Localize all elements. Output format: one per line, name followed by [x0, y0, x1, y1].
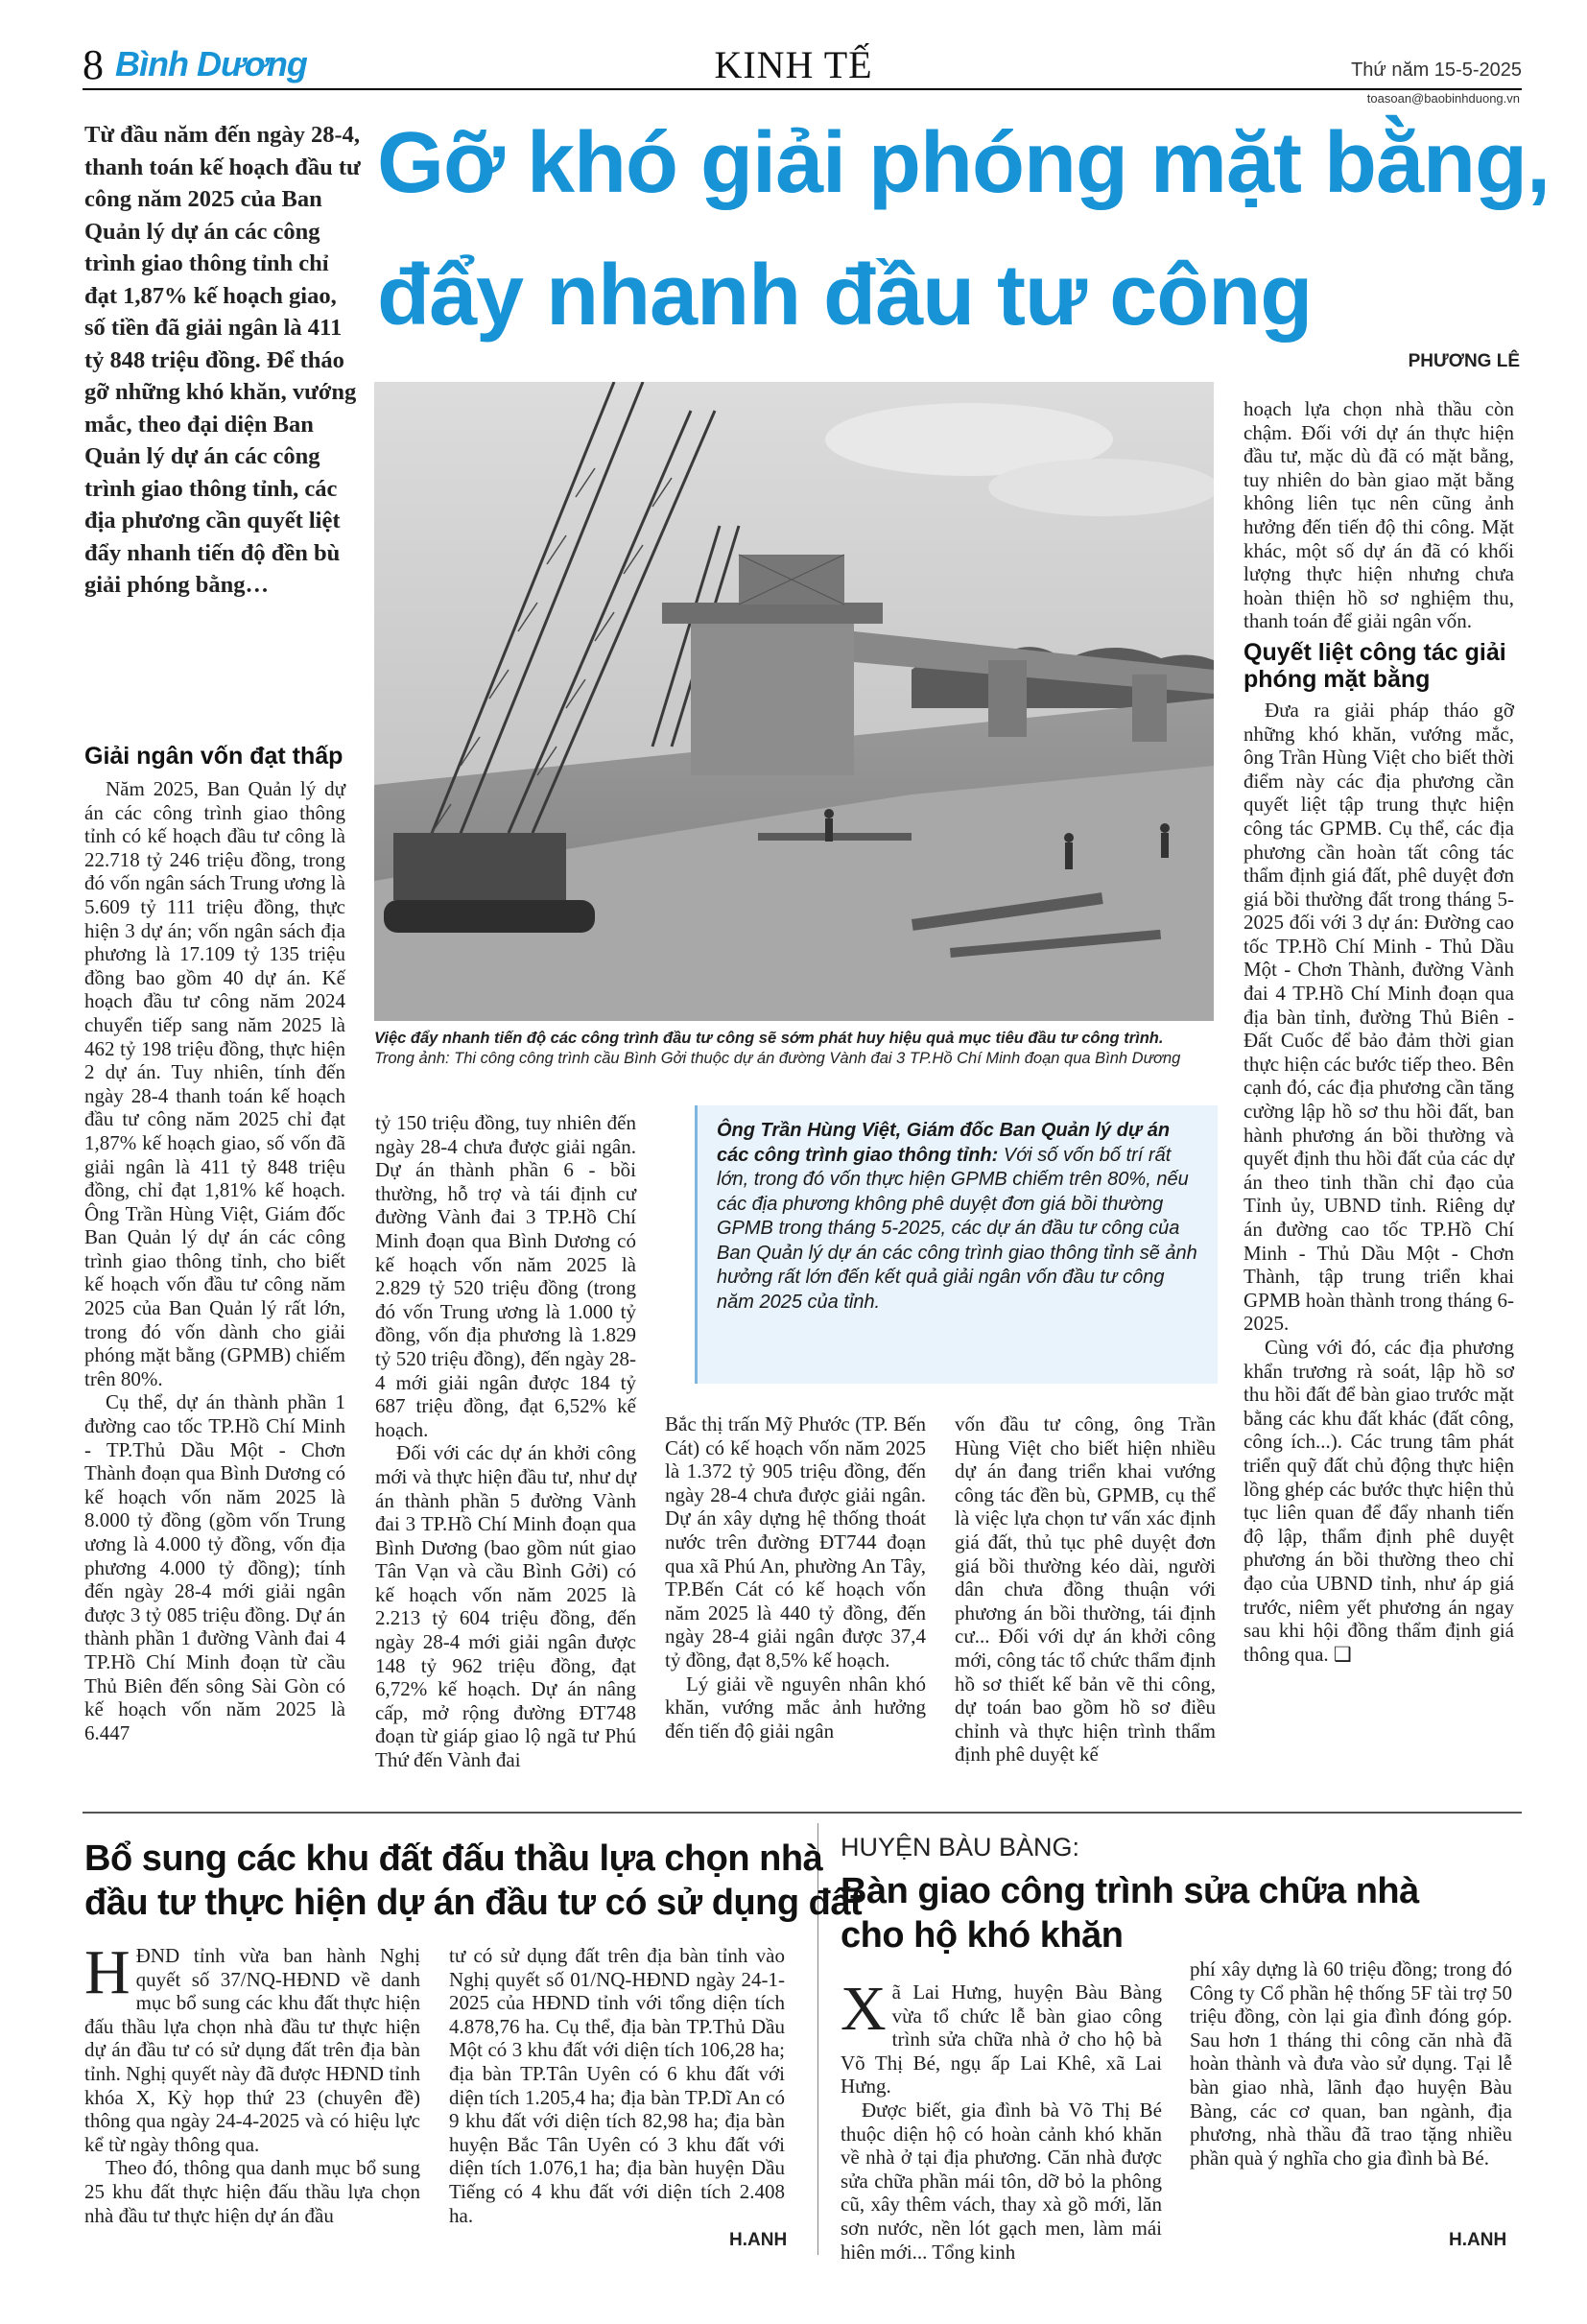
newspaper-logo: Bình Dương	[115, 44, 307, 83]
dropcap: X	[841, 1974, 887, 2044]
story3-headline-line1: Bàn giao công trình sửa chữa nhà	[841, 1871, 1419, 1911]
subhead-quyet-liet: Quyết liệt công tác giải phóng mặt bằng	[1244, 638, 1506, 693]
paragraph: Được biết, gia đình bà Võ Thị Bé thuộc diện hộ có hoàn cảnh khó khăn về nhà ở tại địa phương. Căn nhà được sửa chữa phần mái tôn, dỡ bỏ la phông cũ, xây thêm vách, thay xà gồ mới, lăn sơn nước, nền lót gạch men, làm mái hiên mới... Tổng kinh	[841, 2098, 1162, 2264]
caption-rest: Trong ảnh: Thi công công trình cầu Bình Gởi thuộc dự án đường Vành đai 3 TP.Hồ Chí Minh đoạn qua Bình Dương	[374, 1050, 1181, 1067]
caption-bold: Việc đẩy nhanh tiến độ các công trình đầu tư công sẽ sớm phát huy hiệu quả mục tiêu đầu tư công trình.	[374, 1030, 1164, 1047]
main-col-5	[1244, 397, 1514, 1666]
main-col-3	[665, 1412, 926, 1743]
bridge-construction-photo	[374, 382, 1214, 1021]
paragraph: Cụ thể, dự án thành phần 1 đường cao tốc TP.Hồ Chí Minh - TP.Thủ Dầu Một - Chơn Thành đoạn qua Bình Dương có kế hoạch vốn năm 2025 là 8.000 tỷ đồng (gồm vốn Trung ương là 4.000 tỷ đồng, vốn địa phương 4.000 tỷ đồng); tính đến ngày 28-4 mới giải ngân được 3 tỷ 085 triệu đồng. Dự án thành phần 1 đường Vành đai 4 TP.Hồ Chí Minh đoạn từ cầu Thủ Biên đến sông Sài Gòn có kế hoạch vốn năm 2025 là 6.447	[84, 1390, 345, 1744]
paragraph	[84, 1937, 420, 2156]
issue-date: Thứ năm 15-5-2025	[1351, 59, 1522, 81]
pull-quote-box	[695, 1105, 1218, 1384]
paragraph: vốn đầu tư công, ông Trần Hùng Việt cho biết hiện nhiều dự án đang triển khai vướng công tác đền bù, GPMB, cụ thể là việc lựa chọn tư vấn xác định giá đất, thủ tục phê duyệt đơn giá bồi thường kéo dài, người dân chưa đồng thuận với phương án bồi thường, tái định cư... Đối với dự án khởi công mới, công tác tổ chức thẩm định hồ sơ thiết kế bản vẽ thi công, dự toán bao gồm hồ sơ điều chỉnh và thực hiện trình thẩm định phê duyệt kế	[955, 1412, 1216, 1767]
story3-headline-line2: cho hộ khó khăn	[841, 1915, 1124, 1956]
paragraph	[1244, 1336, 1514, 1666]
last-paragraph-text: Cùng với đó, các địa phương khẩn trương rà soát, lập hồ sơ thu hồi đất để bàn giao trước mặt bằng các khu đất khác (đất công, công ích...). Các trung tâm phát triển quỹ đất chủ động thực hiện lồng ghép các bước thực hiện thủ tục liên quan để đẩy nhanh tiến độ lập, thẩm định phê duyệt phương án bồi thường theo chỉ đạo của UBND tỉnh, như áp giá trước, niêm yết phương án ngay sau khi hội đồng thẩm định giá thông qua.	[1244, 1335, 1514, 1666]
main-headline-line2: đẩy nhanh đầu tư công	[377, 248, 1313, 344]
paragraph-text: ĐND tỉnh vừa ban hành Nghị quyết số 37/NQ-HĐND về danh mục bổ sung các khu đất thực hiện đấu thầu lựa chọn nhà đầu tư thực hiện dự án đầu tư có sử dụng đất trên địa bàn tỉnh. Nghị quyết này đã được HĐND tỉnh khóa X, Kỳ họp thứ 23 (chuyên đề) thông qua ngày 24-4-2025 và có hiệu lực kể từ ngày thông qua.	[84, 1944, 420, 2156]
section-title: KINH TẾ	[714, 43, 873, 86]
paragraph: hoạch lựa chọn nhà thầu còn chậm. Đối với dự án thực hiện đầu tư, mặc dù đã có mặt bằng, tuy nhiên do bàn giao mặt bằng không liên tục nên cũng ảnh hưởng đến tiến độ thi công. Mặt khác, một số dự án đã có khối lượng thực hiện nhưng chưa hoàn thiện hồ sơ nghiệm thu, thanh toán để giải ngân vốn.	[1244, 397, 1514, 633]
page-number: 8	[83, 41, 104, 88]
photo-caption	[374, 1029, 1199, 1069]
paragraph: phí xây dựng là 60 triệu đồng; trong đó Công ty Cổ phần hệ thống 5F tài trợ 50 triệu đồng, còn lại gia đình đóng góp. Sau hơn 1 tháng thi công căn nhà đã hoàn thành và đưa vào sử dụng. Tại lễ bàn giao nhà, lãnh đạo huyện Bàu Bàng, các cơ quan, ban ngành, địa phương, nhà thầu đã trao tặng nhiều phần quà ý nghĩa cho gia đình bà Bé.	[1190, 1957, 1512, 2170]
article-lead: Từ đầu năm đến ngày 28-4, thanh toán kế hoạch đầu tư công năm 2025 của Ban Quản lý dự án các công trình giao thông tỉnh chỉ đạt 1,87% kế hoạch giao, số tiền đã giải ngân là 411 tỷ 848 triệu đồng. Để tháo gỡ những khó khăn, vướng mắc, theo đại diện Ban Quản lý dự án các công trình giao thông tỉnh, các địa phương cần quyết liệt đẩy nhanh tiến độ đền bù giải phóng bằng…	[84, 122, 361, 598]
paragraph: tỷ 150 triệu đồng, tuy nhiên đến ngày 28-4 chưa được giải ngân. Dự án thành phần 6 - bồi thường, hỗ trợ và tái định cư đường Vành đai 3 TP.Hồ Chí Minh đoạn qua Bình Dương có kế hoạch vốn năm 2025 là 2.829 tỷ 520 triệu đồng (trong đó vốn Trung ương là 1.000 tỷ đồng, vốn địa phương là 1.829 tỷ 520 triệu đồng), đến ngày 28-4 mới giải ngân được 184 tỷ 687 triệu đồng, đạt 6,52% kế hoạch.	[375, 1111, 636, 1441]
subhead-giai-ngan: Giải ngân vốn đạt thấp	[84, 743, 343, 770]
paragraph: tư có sử dụng đất trên địa bàn tỉnh vào Nghị quyết số 01/NQ-HĐND ngày 24-1-2025 của HĐND tỉnh với tổng diện tích 4.878,76 ha. Cụ thể, địa bàn TP.Thủ Dầu Một có 3 khu đất với diện tích 106,28 ha; địa bàn TP.Tân Uyên có 6 khu đất với diện tích 1.205,4 ha; địa bàn TP.Dĩ An có 9 khu đất với diện tích 82,98 ha; địa bàn huyện Bắc Tân Uyên có 3 khu đất với diện tích 1.076,1 ha; địa bàn huyện Dầu Tiếng có 4 khu đất với diện tích 2.408 ha.	[449, 1944, 785, 2227]
paragraph: Bắc thị trấn Mỹ Phước (TP. Bến Cát) có kế hoạch vốn năm 2025 là 1.372 tỷ 905 triệu đồng, đến ngày 28-4 chưa được giải ngân. Dự án xây dựng hệ thống thoát nước trên đường ĐT744 đoạn qua xã Phú An, phường An Tây, TP.Bến Cát có kế hoạch vốn năm 2025 là 440 tỷ đồng, đến ngày 28-4 giải ngân được 37,4 tỷ đồng, đạt 8,5% kế hoạch.	[665, 1412, 926, 1672]
main-col-1	[84, 777, 345, 1744]
header-rule	[83, 88, 1522, 90]
main-col-2	[375, 1111, 636, 1772]
byline: PHƯƠNG LÊ	[1408, 351, 1520, 371]
paragraph: Năm 2025, Ban Quản lý dự án các công trình giao thông tỉnh có kế hoạch đầu tư công là 22.718 tỷ 246 triệu đồng, trong đó vốn ngân sách Trung ương là 5.609 tỷ 111 triệu đồng, thực hiện 3 dự án; vốn ngân sách địa phương là 17.109 tỷ 135 triệu đồng bao gồm 40 dự án. Kế hoạch đầu tư công năm 2024 chuyển tiếp sang năm 2025 là 462 tỷ 198 triệu đồng, thực hiện 2 dự án. Tuy nhiên, tính đến ngày 28-4 thanh toán kế hoạch đầu tư công năm 2025 chỉ đạt 1,87% kế hoạch giao, số vốn đã giải ngân là 411 tỷ 848 triệu đồng, chỉ đạt 1,81% kế hoạch. Ông Trần Hùng Việt, Giám đốc Ban Quản lý dự án các công trình giao thông tỉnh, cho biết kế hoạch vốn đầu tư công năm 2025 của Ban Quản lý rất lớn, trong đó vốn dành cho giải phóng mặt bằng (GPMB) chiếm trên 80%.	[84, 777, 345, 1390]
paragraph	[841, 1974, 1162, 2099]
story3-kicker: HUYỆN BÀU BÀNG:	[841, 1833, 1080, 1862]
main-headline-line1: Gỡ khó giải phóng mặt bằng,	[377, 115, 1550, 211]
dropcap: H	[84, 1937, 130, 2007]
photo-illustration	[374, 382, 1214, 1021]
story3-col-1	[841, 1974, 1162, 2264]
paragraph-text: ã Lai Hưng, huyện Bàu Bàng vừa tổ chức lễ bàn giao công trình sửa chữa nhà ở cho hộ bà Võ Thị Bé, ngụ ấp Lai Khê, xã Lai Hưng.	[841, 1980, 1162, 2099]
story2-col-2	[449, 1944, 785, 2227]
story3-author: H.ANH	[1449, 2230, 1507, 2250]
quote-speaker: Ông Trần Hùng Việt, Giám đốc Ban Quản lý dự án các công trình giao thông tỉnh:	[717, 1120, 1171, 1166]
quote-text: Với số vốn bố trí rất lớn, trong đó vốn thực hiện GPMB chiếm trên 80%, nếu các địa phương không phê duyệt đơn giá bồi thường GPMB trong tháng 5-2025, các dự án đầu tư công của Ban Quản lý dự án các công trình giao thông tỉnh sẽ ảnh hưởng rất lớn đến kết quả giải ngân vốn đầu tư công năm 2025 của tỉnh.	[717, 1144, 1197, 1313]
story2-col-1	[84, 1937, 420, 2227]
story2-headline-line2: đầu tư thực hiện dự án đầu tư có sử dụng đất	[84, 1883, 863, 1923]
main-col-4	[955, 1412, 1216, 1767]
paragraph: Theo đó, thông qua danh mục bổ sung 25 khu đất thực hiện đấu thầu lựa chọn nhà đầu tư thực hiện dự án đầu	[84, 2156, 420, 2227]
contact-email[interactable]: toasoan@baobinhduong.vn	[1366, 91, 1520, 106]
story3-col-2	[1190, 1957, 1512, 2170]
paragraph: Lý giải về nguyên nhân khó khăn, vướng mắc ảnh hưởng đến tiến độ giải ngân	[665, 1672, 926, 1743]
paragraph: Đối với các dự án khởi công mới và thực hiện đầu tư, như dự án thành phần 5 đường Vành đai 3 TP.Hồ Chí Minh đoạn qua Bình Dương (bao gồm nút giao Tân Vạn và cầu Bình Gởi) có kế hoạch vốn năm 2025 là 2.213 tỷ 604 triệu đồng, đến ngày 28-4 mới giải ngân được 148 tỷ 962 triệu đồng, đạt 6,72% kế hoạch. Dự án nâng cấp, mở rộng đường ĐT748 đoạn từ giáp giao lộ ngã tư Phú Thứ đến Vành đai	[375, 1441, 636, 1772]
story2-author: H.ANH	[729, 2230, 788, 2250]
story2-headline-line1: Bổ sung các khu đất đấu thầu lựa chọn nhà	[84, 1838, 823, 1879]
section-divider	[83, 1812, 1522, 1814]
end-mark: ❑	[1333, 1642, 1352, 1666]
paragraph: Đưa ra giải pháp tháo gỡ những khó khăn, vướng mắc, ông Trần Hùng Việt cho biết thời điểm này các địa phương cần quyết liệt tập trung thực hiện công tác GPMB. Cụ thể, các địa phương cần hoàn tất công tác thẩm định giá đất, phê duyệt đơn giá bồi thường đất trong tháng 5-2025 đối với 3 dự án: Đường cao tốc TP.Hồ Chí Minh - Thủ Dầu Một - Chơn Thành, đường Vành đai 4 TP.Hồ Chí Minh đoạn qua địa bàn tỉnh, đường Thủ Biên - Đất Cuốc để bảo đảm thời gian thực hiện các bước tiếp theo. Bên cạnh đó, các địa phương cần tăng cường lập hồ sơ thu hồi đất, ban hành phương án bồi thường và quyết định thu hồi đất của các dự án theo tinh thần chỉ đạo của Tỉnh ủy, UBND tỉnh. Riêng dự án đường cao tốc TP.Hồ Chí Minh - Thủ Dầu Một - Chơn Thành, tập trung triển khai GPMB hoàn thành trong tháng 6-2025.	[1244, 698, 1514, 1336]
